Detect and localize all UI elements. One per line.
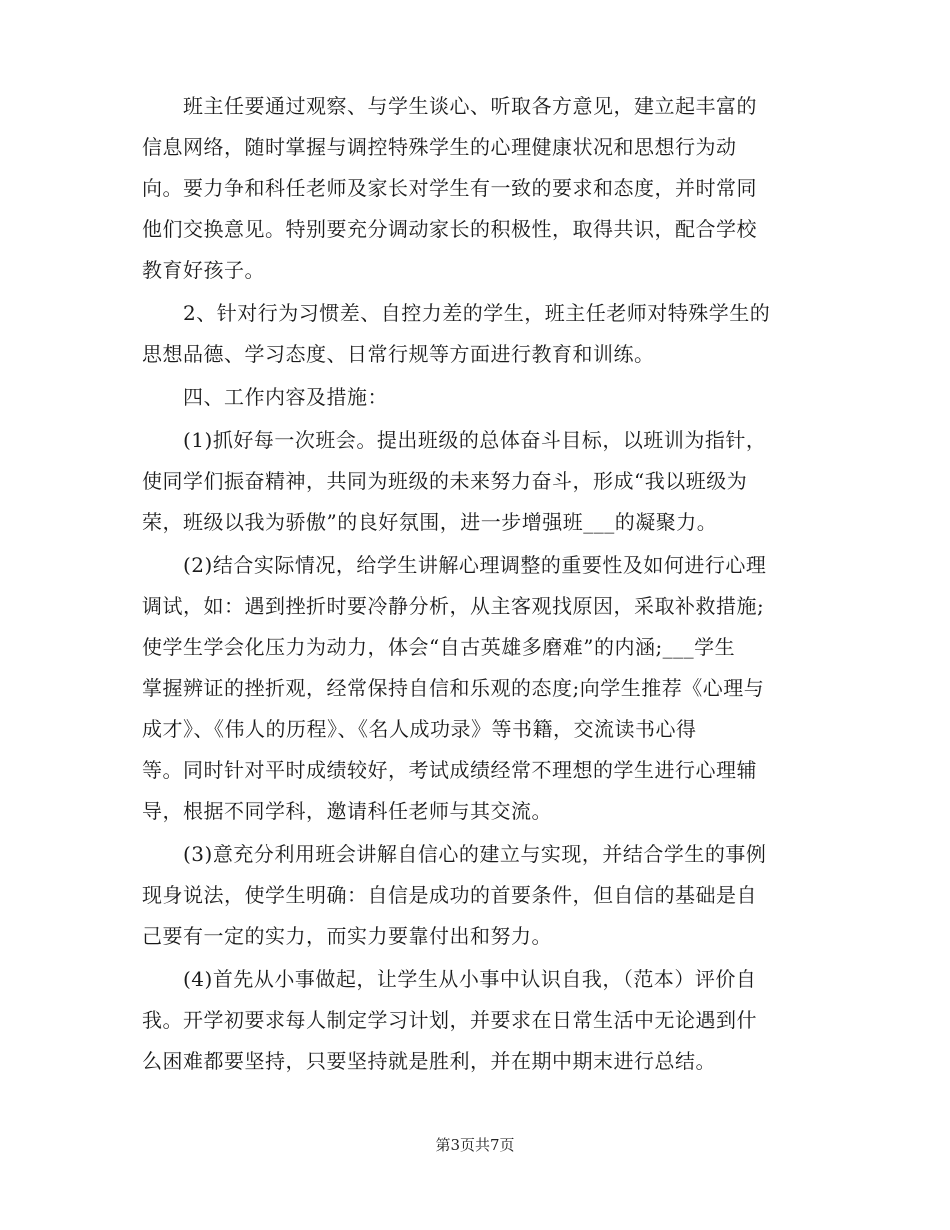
paragraph-item-3 — [142, 834, 812, 957]
document-body — [142, 86, 812, 1082]
text-line: (3)意充分利用班会讲解自信心的建立与实现，并结合学生的事例 — [183, 842, 767, 866]
paragraph-item-2 — [142, 545, 812, 832]
text-line: 向。要力争和科任老师及家长对学生有一致的要求和态度，并时常同 — [142, 176, 757, 200]
text-line: 班主任要通过观察、与学生谈心、听取各方意见，建立起丰富的 — [183, 94, 757, 118]
text-line: 等。同时针对平时成绩较好，考试成绩经常不理想的学生进行心理辅 — [142, 758, 757, 782]
text-line: 么困难都要坚持，只要坚持就是胜利，并在期中期末进行总结。 — [142, 1049, 716, 1073]
paragraph-item-4 — [142, 959, 812, 1082]
text-line: 掌握辨证的挫折观，经常保持自信和乐观的态度;向学生推荐《心理与 — [142, 676, 765, 700]
text-line: 己要有一定的实力，而实力要靠付出和努力。 — [142, 924, 552, 948]
text-line: 成才》、《伟人的历程》、《名人成功录》等书籍，交流读书心得 — [142, 717, 697, 741]
text-line: 我。开学初要求每人制定学习计划，并要求在日常生活中无论遇到什 — [142, 1008, 757, 1032]
text-line: 导，根据不同学科，邀请科任老师与其交流。 — [142, 799, 552, 823]
page-number-footer: 第3页共7页 — [435, 1136, 515, 1154]
text-line: 调试，如：遇到挫折时要冷静分析，从主客观找原因，采取补救措施; — [142, 594, 765, 618]
text-line: 使学生学会化压力为动力，体会“自古英雄多磨难”的内涵;___学生 — [142, 635, 736, 659]
text-line: (2)结合实际情况，给学生讲解心理调整的重要性及如何进行心理 — [183, 553, 767, 577]
text-line: 荣，班级以我为骄傲”的良好氛围，进一步增强班___的凝聚力。 — [142, 510, 718, 534]
heading-text: 四、工作内容及措施： — [183, 385, 388, 409]
text-line: (4)首先从小事做起，让学生从小事中认识自我，（范本）评价自 — [183, 967, 757, 991]
text-line: 教育好孩子。 — [142, 258, 265, 282]
text-line: 现身说法，使学生明确：自信是成功的首要条件，但自信的基础是自 — [142, 883, 757, 907]
text-line: 思想品德、学习态度、日常行规等方面进行教育和训练。 — [142, 342, 655, 366]
paragraph-item-1 — [142, 420, 812, 543]
text-line: 使同学们振奋精神，共同为班级的未来努力奋斗，形成“我以班级为 — [142, 469, 748, 493]
text-line: 他们交换意见。特别要充分调动家长的积极性，取得共识，配合学校 — [142, 217, 757, 241]
paragraph-1 — [142, 86, 812, 291]
text-line: 2、针对行为习惯差、自控力差的学生，班主任老师对特殊学生的 — [183, 301, 771, 325]
section-heading — [142, 377, 812, 418]
text-line: 信息网络，随时掌握与调控特殊学生的心理健康状况和思想行为动 — [142, 135, 737, 159]
paragraph-2 — [142, 293, 812, 375]
text-line: (1)抓好每一次班会。提出班级的总体奋斗目标，以班训为指针， — [183, 428, 767, 452]
